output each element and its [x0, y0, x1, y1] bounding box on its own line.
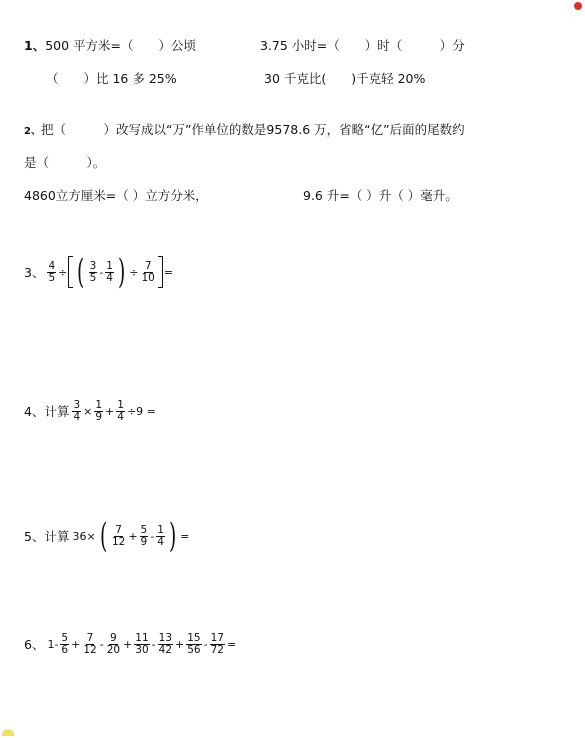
- right-paren: ): [117, 252, 126, 292]
- equals-sign: =: [180, 529, 190, 543]
- q2-line1: [24, 121, 465, 141]
- denominator: 12: [111, 535, 126, 548]
- fraction: [105, 261, 114, 284]
- left-paren: (: [99, 516, 107, 556]
- q2-line2: 是（ ）。: [24, 155, 106, 170]
- q2-line3-a: 4860立方厘米=（ ）立方分米，: [24, 188, 208, 203]
- numerator: 17: [210, 631, 224, 644]
- right-square-bracket: [158, 256, 163, 288]
- operator: -: [150, 529, 155, 543]
- expression-lead: 36×: [72, 529, 96, 543]
- fraction: [89, 261, 98, 284]
- expression-tail: ÷9 =: [126, 404, 156, 418]
- numerator: 9: [110, 631, 117, 644]
- denominator: 12: [83, 643, 97, 656]
- q5-label: 5、计算: [24, 529, 70, 544]
- numerator: 1: [95, 398, 103, 411]
- fraction: [134, 633, 149, 656]
- operator: -: [151, 637, 156, 651]
- equals-sign: =: [226, 637, 237, 651]
- denominator: 6: [61, 643, 69, 656]
- numerator: 3: [73, 398, 81, 411]
- q3-label: 3、: [24, 265, 45, 280]
- denominator: 72: [210, 643, 224, 656]
- fraction: [72, 400, 81, 423]
- q2-line3-b: 9.6 升=（ ）升（ ）毫升。: [303, 188, 458, 203]
- denominator: 9: [95, 410, 103, 423]
- left-paren: (: [77, 252, 85, 292]
- fraction: [60, 633, 69, 656]
- corner-mark-top: [574, 2, 582, 10]
- q5-expression: [24, 518, 190, 554]
- fraction: [82, 633, 97, 656]
- numerator: 7: [86, 631, 94, 644]
- operator: ×: [83, 404, 93, 418]
- denominator: 56: [187, 643, 201, 656]
- denominator: 4: [73, 410, 81, 423]
- q1-line1-b: 3.75 小时=（ ）时（ ）分: [260, 38, 465, 53]
- operator: -: [99, 637, 104, 651]
- q2-label: 2、: [24, 126, 41, 137]
- denominator: 10: [141, 271, 155, 284]
- numerator: 1: [157, 523, 164, 536]
- fraction: [186, 633, 201, 656]
- fraction: [156, 525, 165, 548]
- fraction: [140, 261, 155, 284]
- q1-line2-b: 30 千克比( )千克轻 20%: [264, 71, 426, 86]
- q1-label: 1、: [24, 38, 46, 53]
- numerator: 7: [144, 259, 152, 272]
- denominator: 9: [140, 535, 148, 548]
- operator: +: [128, 529, 138, 543]
- operator: +: [71, 637, 81, 651]
- right-paren: ): [168, 516, 177, 556]
- operator: +: [123, 637, 133, 651]
- denominator: 30: [135, 643, 149, 656]
- operator: +: [175, 637, 185, 651]
- denominator: 20: [106, 643, 121, 656]
- fraction: [47, 261, 56, 284]
- fraction: [158, 633, 173, 656]
- numerator: 4: [48, 259, 56, 272]
- numerator: 1: [106, 259, 113, 272]
- q1-line2-a: （ ）比 16 多 25%: [46, 71, 177, 86]
- fraction: [116, 400, 125, 423]
- fraction: [210, 633, 225, 656]
- q2-text-1: 把（ ）改写成以“万”作单位的数是9578.6 万，省略“亿”后面的尾数约: [40, 122, 465, 137]
- numerator: 3: [89, 259, 97, 272]
- numerator: 5: [140, 523, 148, 536]
- q1-part-a: 500 平方米=（ ）公顷: [45, 38, 197, 53]
- denominator: 5: [48, 271, 56, 284]
- q3-expression: [24, 252, 174, 292]
- operator: ÷: [129, 265, 139, 279]
- numerator: 11: [135, 631, 149, 644]
- denominator: 42: [158, 643, 173, 656]
- expression-lead: 1-: [47, 637, 59, 651]
- q1-line1: [24, 37, 196, 55]
- fraction: [106, 633, 121, 656]
- fraction: [140, 525, 149, 548]
- fraction: [111, 525, 126, 548]
- denominator: 4: [157, 535, 164, 548]
- q6-label: 6、: [24, 637, 45, 652]
- numerator: 13: [158, 631, 173, 644]
- numerator: 7: [115, 523, 122, 536]
- q4-label: 4、计算: [24, 404, 70, 419]
- square-bracket-group: [68, 252, 162, 292]
- denominator: 5: [89, 271, 97, 284]
- numerator: 1: [117, 398, 124, 411]
- operator: +: [105, 404, 115, 418]
- q4-expression: [24, 396, 157, 426]
- operator: ÷: [58, 265, 68, 279]
- numerator: 5: [61, 631, 69, 644]
- denominator: 4: [106, 271, 113, 284]
- fraction: [94, 400, 103, 423]
- equals-sign: =: [163, 265, 174, 279]
- operator: -: [203, 637, 208, 651]
- operator: -: [99, 265, 104, 279]
- numerator: 15: [187, 631, 201, 644]
- q6-expression: [24, 628, 237, 660]
- denominator: 4: [117, 410, 124, 423]
- corner-mark-bottom: [2, 729, 14, 736]
